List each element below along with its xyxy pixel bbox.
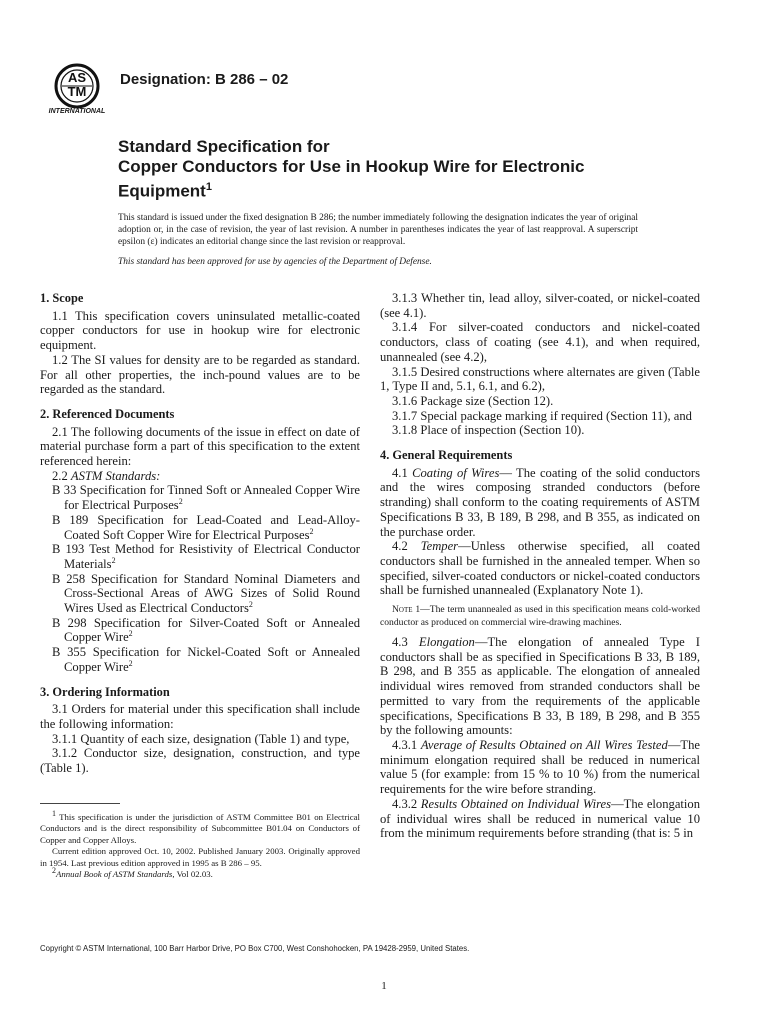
title-line-1: Standard Specification for (118, 137, 330, 156)
section-heading-referenced: 2. Referenced Documents (40, 406, 175, 421)
para-4-3-1: 4.3.1 Average of Results Obtained on All Wires Tested—The minimum elongation required shall be reduced in numerical value 5 (for example: from 15 % to 10 %) from the numerical requirements for the wire before stranding. (380, 737, 700, 797)
logo-caption: INTERNATIONAL (48, 108, 106, 115)
svg-text:TM: TM (67, 84, 87, 99)
para-1-2: 1.2 The SI values for density are to be regarded as standard. For all other properties, the inch-pound values are to be regarded as the standard. (40, 352, 360, 397)
para-2-1: 2.1 The following documents of the issue in effect on date of material purchase form a part of this specification to the extent referenced herein: (40, 424, 360, 469)
para-3-1-4: 3.1.4 For silver-coated conductors and nickel-coated conductors, class of coating (see 4.1), and when required, unannealed (see 4.2), (380, 320, 700, 364)
footnotes (40, 809, 360, 880)
para-3-1: 3.1 Orders for material under this specification shall include the following information: (40, 702, 360, 731)
title-footnote-mark: 1 (205, 181, 212, 193)
para-1-1: 1.1 This specification covers uninsulated metallic-coated copper conductors for use in hookup wire for electronic equipment. (40, 308, 360, 353)
para-4-1: 4.1 Coating of Wires— The coating of the solid conductors and the wires composing stranded conductors (before stranding) shall conform to the coating requirements of ASTM Specifications B 33, B 189, B 298, and B 355, as indicated on the purchase order. (380, 465, 700, 539)
right-column (380, 291, 700, 841)
para-4-3-2: 4.3.2 Results Obtained on Individual Wires—The elongation of individual wires shall be reduced in numerical value 10 from the minimum requirements before stranding (that is: 5 in (380, 796, 701, 841)
para-4-3: 4.3 Elongation—The elongation of annealed Type I conductors shall be as specified in Specifications B 33, B 189, B 298, and B 355 as applicable. The elongation of annealed individual wires removed from stranded conductors shall be permitted to vary from the requirements of the applicable specifications, Specifications B 33, B 189, B 298, and B 355 by the following amounts: (380, 635, 700, 738)
svg-text:AS: AS (67, 70, 87, 85)
designation: Designation: B 286 – 02 (120, 71, 289, 88)
title-line-2: Copper Conductors for Use in Hookup Wire for Electronic (118, 157, 585, 176)
section-heading-general: 4. General Requirements (380, 448, 513, 463)
astm-logo (42, 60, 112, 120)
ref-b298: B 298 Specification for Silver-Coated Soft or Annealed Copper Wire$^2$ (52, 615, 360, 645)
page-number: 1 (381, 980, 387, 992)
para-3-1-1: 3.1.1 Quantity of each size, designation (Table 1) and type, (52, 731, 350, 746)
para-3-1-5: 3.1.5 Desired constructions where alternates are given (Table 1, Type II and, 5.1, 6.1, and 6.2), (380, 364, 700, 394)
para-3-1-6: 3.1.6 Package size (Section 12). (392, 393, 554, 408)
para-3-1-7: 3.1.7 Special package marking if required (Section 11), and (392, 408, 692, 423)
left-column (40, 291, 360, 776)
footnote-1-edition: Current edition approved Oct. 10, 2002. Published January 2003. Originally approved in 1954. Last previous edition approved in 1995 as B 286 – 95. (40, 846, 360, 868)
footnote-rule (40, 803, 120, 804)
ref-b33: B 33 Specification for Tinned Soft or Annealed Copper Wire for Electrical Purposes$^2$ (52, 483, 360, 513)
ref-b258: B 258 Specification for Standard Nominal Diameters and Cross-Sectional Areas of AWG Sizes of Solid Round Wires Used as Electrical Conductors$^2$ (52, 571, 360, 616)
section-heading-scope: 1. Scope (40, 291, 84, 305)
title-line-3: Equipment (118, 181, 206, 201)
section-heading-ordering: 3. Ordering Information (40, 684, 170, 699)
para-3-1-3: 3.1.3 Whether tin, lead alloy, silver-coated, or nickel-coated (see 4.1). (380, 291, 700, 320)
explanatory-note-1: Note 1—The term unannealed as used in this specification means cold-worked conductor as produced on commercial wire-drawing machines. (380, 604, 701, 628)
dod-approval-note: This standard has been approved for use by agencies of the Department of Defense. (118, 257, 432, 267)
para-2-2: 2.2 ASTM Standards: (52, 468, 161, 483)
copyright-line: Copyright © ASTM International, 100 Barr Harbor Drive, PO Box C700, West Conshohocken, PA 19428-2959, United States. (40, 944, 470, 953)
document-title (118, 137, 678, 202)
ref-b193: B 193 Test Method for Resistivity of Electrical Conductor Materials$^2$ (52, 542, 360, 571)
footnote-1: $^1$ This specification is under the jurisdiction of ASTM Committee B01 on Electrical Conductors and is the direct responsibility of Subcommittee B01.04 on Conductors of Copper and Copper Alloys. (40, 809, 360, 845)
ref-b355: B 355 Specification for Nickel-Coated Soft or Annealed Copper Wire$^2$ (52, 645, 360, 674)
para-3-1-2: 3.1.2 Conductor size, designation, construction, and type (Table 1). (40, 746, 360, 776)
footnote-2: $^2$Annual Book of ASTM Standards, Vol 02.03. (52, 866, 213, 880)
intro-paragraph: This standard is issued under the fixed designation B 286; the number immediately following the designation indicates the year of original adoption or, in the case of revision, the year of last revision. A number in parentheses indicates the year of last reapproval. A superscript epsilon (ε) indicates an editorial change since the last revision or reapproval. (118, 213, 638, 247)
para-3-1-8: 3.1.8 Place of inspection (Section 10). (392, 423, 585, 438)
ref-b189: B 189 Specification for Lead-Coated and Lead-Alloy-Coated Soft Copper Wire for Electrical Purposes$^2$ (52, 512, 360, 542)
para-4-2: 4.2 Temper—Unless otherwise specified, all coated conductors shall be furnished in the annealed temper. When so specified, silver-coated conductors or nickel-coated conductors shall be furnished unannealed (Explanatory Note 1). (380, 539, 701, 598)
